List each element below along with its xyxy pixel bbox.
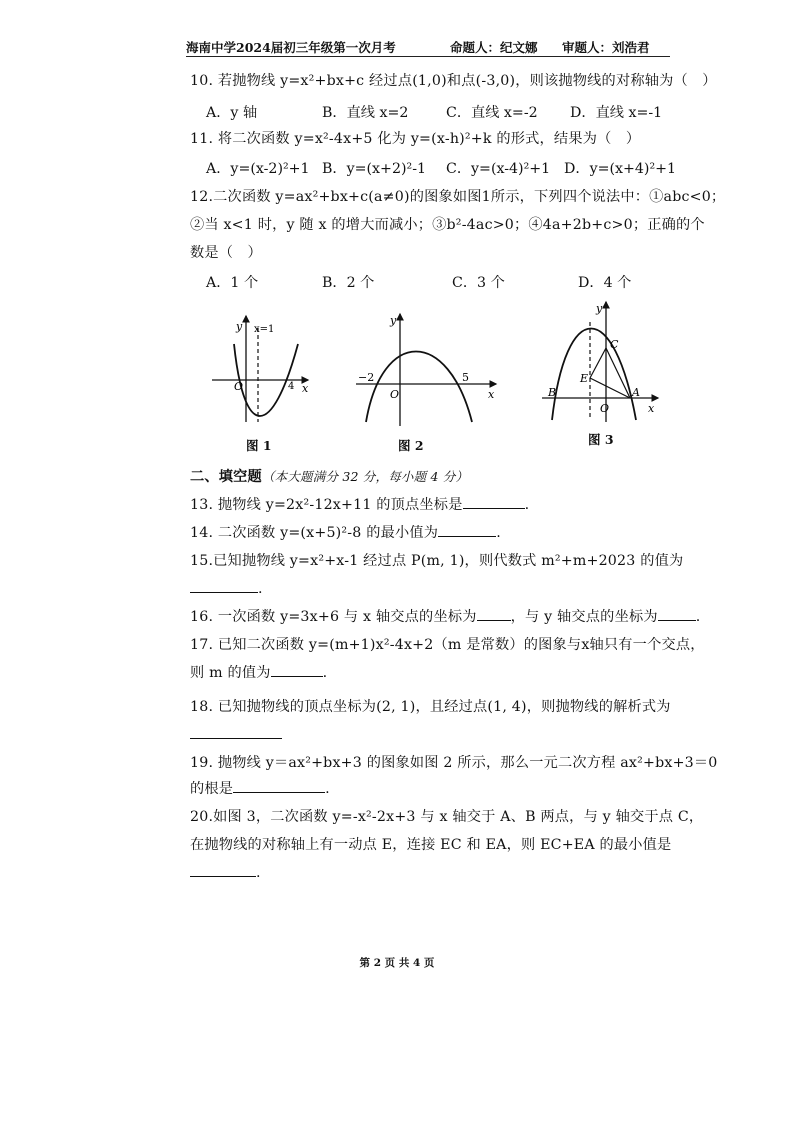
q14-answer-blank[interactable]: [438, 524, 496, 537]
q10-option-a: A．y 轴: [206, 105, 258, 121]
q19-end: .: [325, 781, 330, 797]
q17-line2: [190, 662, 327, 682]
fig3-point-a-label: A: [632, 386, 640, 399]
q17-answer-blank[interactable]: [271, 664, 323, 677]
q12-line1: 12.二次函数 y=ax²+bx+c(a≠0)的图象如图1所示，下列四个说法中：①abc<0；: [190, 189, 726, 205]
q14-end: .: [496, 525, 501, 541]
section-2-note: （本大题满分 32 分，每小题 4 分）: [261, 469, 469, 484]
q19-line1: 19. 抛物线 y＝ax²+bx+3 的图象如图 2 所示，那么一元二次方程 ax²+bx+3＝0: [190, 755, 718, 771]
q12-line3: 数是（ ）: [190, 245, 262, 261]
q12-option-c: C．3 个: [452, 275, 505, 291]
q13: [190, 494, 529, 514]
q20-line1: 20.如图 3，二次函数 y=-x²-2x+3 与 x 轴交于 A、B 两点，与 y 轴交于点 C，: [190, 809, 704, 825]
fig3-parabola: [552, 329, 636, 421]
q19-text: 的根是: [190, 781, 234, 797]
figure-3-caption: 图 3: [588, 432, 614, 447]
q12-line2: ②当 x<1 时，y 随 x 的增大而减小；③b²-4ac>0；④4a+2b+c>0；正确的个: [190, 217, 705, 233]
q20-end: .: [256, 865, 261, 881]
q14-text: 14. 二次函数 y=(x+5)²-8 的最小值为: [190, 525, 439, 541]
fig3-origin-label: O: [600, 402, 610, 415]
q12-option-b: B．2 个: [322, 275, 375, 291]
q16-text-b: ，与 y 轴交点的坐标为: [510, 609, 658, 625]
q11-option-b: B．y=(x+2)²-1: [322, 161, 427, 177]
q11-option-a: A．y=(x-2)²+1: [206, 161, 310, 177]
q14: [190, 522, 501, 542]
q16-y-intercept-blank[interactable]: [658, 608, 696, 621]
q10-stem: 10. 若抛物线 y=x²+bx+c 经过点(1,0)和点(-3,0)，则该抛物线的对称轴为（ ）: [190, 73, 717, 89]
figure-3: [540, 296, 664, 424]
q15-end: .: [258, 581, 263, 597]
fig2-left-root-label: −2: [358, 371, 375, 384]
q11-option-c: C．y=(x-4)²+1: [446, 161, 551, 177]
fig2-y-label: y: [390, 314, 397, 327]
q18-line2: [190, 726, 282, 743]
q15-line1: 15.已知抛物线 y=x²+x-1 经过点 P(m, 1)，则代数式 m²+m+2023 的值为: [190, 553, 684, 569]
q16-end: .: [695, 609, 701, 625]
q10-option-c: C．直线 x=-2: [446, 105, 538, 121]
fig2-x-label: x: [488, 388, 495, 401]
q11-option-d: D．y=(x+4)²+1: [564, 161, 677, 177]
fig1-symmetry-label: x=1: [254, 324, 275, 335]
q17-line1: 17. 已知二次函数 y=(m+1)x²-4x+2（m 是常数）的图象与x轴只有一个交点，: [190, 637, 705, 653]
q15-line2: [190, 580, 263, 597]
q11-stem: 11. 将二次函数 y=x²-4x+5 化为 y=(x-h)²+k 的形式，结果为（ ）: [190, 131, 641, 147]
fig1-origin-label: O: [234, 380, 244, 393]
q10-option-b: B．直线 x=2: [322, 105, 409, 121]
fig3-segment-ea: [590, 378, 630, 398]
q17-text: 则 m 的值为: [190, 665, 271, 681]
page-number: 第 2 页 共 4 页: [359, 957, 435, 969]
fig1-x-label: x: [302, 382, 309, 395]
q16-x-intercept-blank[interactable]: [477, 608, 511, 621]
q12-option-d: D．4 个: [578, 275, 632, 291]
figure-1: [206, 310, 318, 430]
fig2-parabola: [366, 352, 472, 423]
q16-text-a: 16. 一次函数 y=3x+6 与 x 轴交点的坐标为: [190, 609, 477, 625]
exam-header: [186, 36, 670, 57]
fig1-y-label: y: [236, 320, 243, 333]
q13-text: 13. 抛物线 y=2x²-12x+11 的顶点坐标是: [190, 497, 463, 513]
setter-name: 命题人：纪文娜: [450, 40, 538, 55]
fig3-y-label: y: [596, 302, 603, 315]
q13-end: .: [524, 497, 530, 513]
q20-answer-blank[interactable]: [190, 864, 256, 877]
figure-2-caption: 图 2: [398, 438, 424, 453]
section-2-title: 二、填空题: [190, 469, 262, 485]
q18-line1: 18. 已知抛物线的顶点坐标为(2, 1)，且经过点(1, 4)，则抛物线的解析式为: [190, 699, 671, 715]
fig3-point-e-label: E: [580, 372, 589, 385]
exam-title: 海南中学2024届初三年级第一次月考: [186, 40, 396, 55]
q15-answer-blank[interactable]: [190, 580, 258, 593]
q10-option-d: D．直线 x=-1: [570, 105, 663, 121]
q19-line2: [190, 778, 330, 798]
q16: [190, 606, 700, 626]
fig2-right-root-label: 5: [462, 371, 469, 384]
q18-answer-blank[interactable]: [190, 726, 282, 739]
fig3-x-label: x: [648, 402, 655, 415]
q19-answer-blank[interactable]: [233, 780, 325, 793]
q17-end: .: [322, 665, 328, 681]
q13-answer-blank[interactable]: [463, 496, 525, 509]
q12-option-a: A．1 个: [206, 275, 259, 291]
section-2-heading: [190, 466, 468, 486]
figure-2: [352, 308, 502, 430]
fig1-root-label: 4: [288, 381, 295, 392]
fig2-origin-label: O: [390, 388, 400, 401]
fig3-point-c-label: C: [610, 338, 619, 351]
fig3-point-b-label: B: [548, 386, 557, 399]
fig3-segment-ec: [590, 348, 606, 378]
q20-line3: [190, 864, 261, 881]
q20-line2: 在抛物线的对称轴上有一动点 E，连接 EC 和 EA，则 EC+EA 的最小值是: [190, 837, 672, 853]
figure-1-caption: 图 1: [246, 438, 272, 453]
reviewer-name: 审题人：刘浩君: [562, 40, 650, 55]
